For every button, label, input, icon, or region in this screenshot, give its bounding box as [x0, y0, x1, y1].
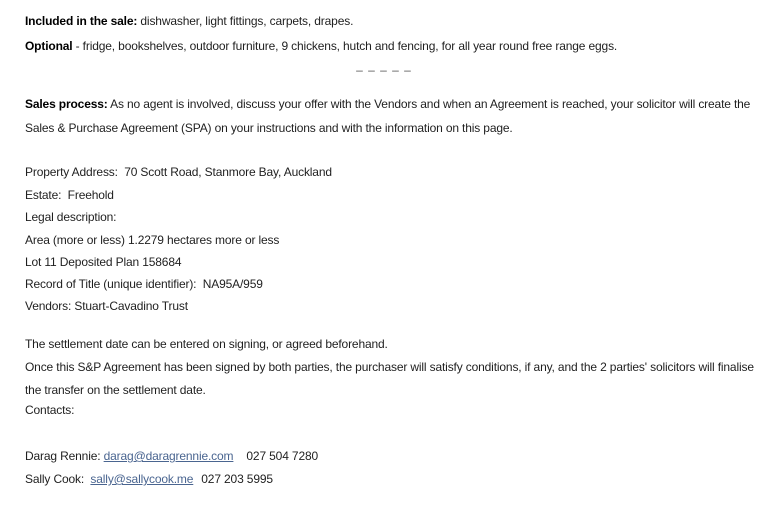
email-link[interactable]: sally@sallycook.me — [90, 472, 194, 486]
settlement-line-3: the transfer on the settlement date. — [25, 383, 206, 397]
vendors-line: Vendors: Stuart-Cavadino Trust — [25, 299, 188, 313]
contact-row — [25, 471, 743, 487]
contact-phone: 027 504 7280 — [246, 449, 319, 463]
optional-line — [25, 38, 743, 54]
section-divider: – – – – – — [356, 63, 412, 77]
optional-text: - fridge, bookshelves, outdoor furniture, 9 chickens, hutch and fencing, for all year round free range eggs. — [72, 39, 618, 53]
contact-name: Sally Cook: — [25, 472, 91, 486]
included-in-sale-text: dishwasher, light fittings, carpets, drapes. — [137, 14, 354, 28]
contact-row — [25, 448, 743, 464]
included-in-sale-line — [25, 13, 743, 29]
contacts-heading: Contacts: — [25, 403, 75, 417]
sales-process-line-2: Sales & Purchase Agreement (SPA) on your instructions and with the information on this page. — [25, 121, 513, 135]
lot-line: Lot 11 Deposited Plan 158684 — [25, 255, 182, 269]
document-page — [0, 13, 768, 487]
settlement-line-1: The settlement date can be entered on signing, or agreed beforehand. — [25, 337, 388, 351]
email-link[interactable]: darag@daragrennie.com — [103, 449, 234, 463]
area-line: Area (more or less) 1.2279 hectares more or less — [25, 233, 280, 247]
settlement-line-2: Once this S&P Agreement has been signed by both parties, the purchaser will satisfy conditions, if any, and the 2 parties' solicitors will finalise — [25, 360, 754, 374]
sales-process-text-1: As no agent is involved, discuss your offer with the Vendors and when an Agreement is reached, your solicitor will create the — [107, 97, 751, 111]
included-in-sale-label: Included in the sale: — [25, 14, 138, 28]
contact-phone: 027 203 5995 — [201, 472, 273, 486]
sales-process-label: Sales process: — [25, 97, 108, 111]
property-address-line: Property Address: 70 Scott Road, Stanmore Bay, Auckland — [25, 165, 332, 179]
legal-description-line: Legal description: — [25, 210, 117, 224]
optional-label: Optional — [25, 39, 73, 53]
contact-name: Darag Rennie: — [25, 449, 104, 463]
estate-line: Estate: Freehold — [25, 188, 114, 202]
record-of-title-line: Record of Title (unique identifier): NA95A/959 — [25, 277, 263, 291]
sales-process-line-1 — [25, 96, 751, 112]
